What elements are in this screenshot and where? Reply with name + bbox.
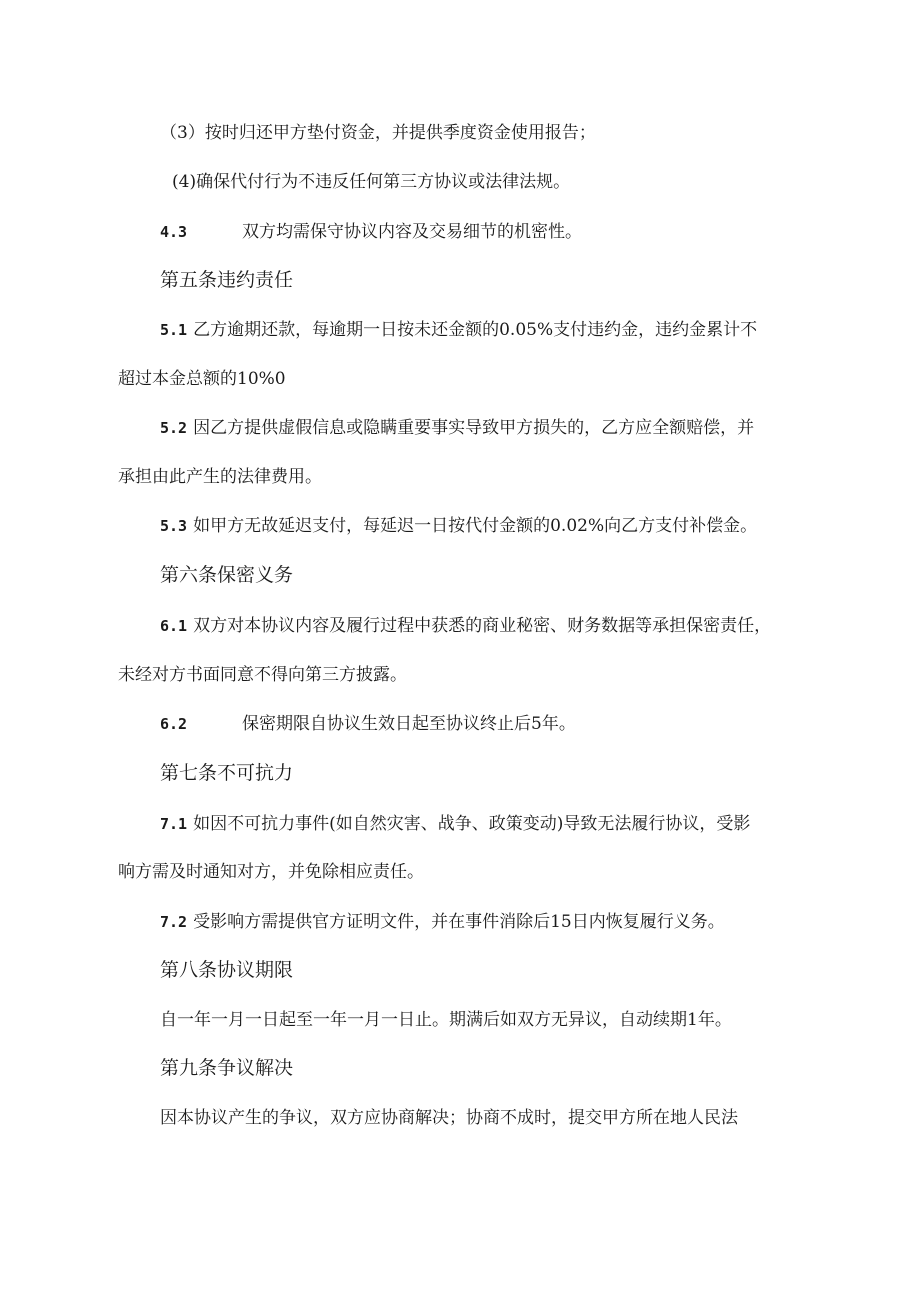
clause-5-1: 5.1 乙方逾期还款，每逾期一日按未还金额的0.05%支付违约金，违约金累计不 (160, 320, 758, 340)
clause-4-3: 4.3 双方均需保守协议内容及交易细节的机密性。 (160, 222, 582, 242)
article-7-heading: 第七条不可抗力 (160, 762, 294, 784)
clause-4-2-item-4: (4)确保代付行为不违反任何第三方协议或法律法规。 (172, 172, 571, 192)
clause-7-1: 7.1 如因不可抗力事件(如自然灾害、战争、政策变动)导致无法履行协议，受影 (160, 814, 751, 834)
clause-5-2-continued: 承担由此产生的法律费用。 (118, 467, 322, 487)
clause-5-1-continued: 超过本金总额的10%0 (118, 369, 286, 389)
clause-6-1-continued: 未经对方书面同意不得向第三方披露。 (118, 665, 407, 685)
clause-number: 5.1 (160, 321, 188, 339)
clause-7-2: 7.2 受影响方需提供官方证明文件，并在事件消除后15日内恢复履行义务。 (160, 912, 725, 932)
article-9-body: 因本协议产生的争议，双方应协商解决；协商不成时，提交甲方所在地人民法 (160, 1108, 738, 1128)
clause-number: 4.3 (160, 223, 188, 241)
article-9-heading: 第九条争议解决 (160, 1057, 294, 1079)
article-8-body: 自一年一月一日起至一年一月一日止。期满后如双方无异议，自动续期1年。 (160, 1010, 732, 1030)
clause-5-2: 5.2 因乙方提供虚假信息或隐瞒重要事实导致甲方损失的，乙方应全额赔偿，并 (160, 418, 755, 438)
clause-number: 7.1 (160, 815, 188, 833)
clause-number: 6.2 (160, 715, 188, 733)
clause-number: 6.1 (160, 617, 188, 635)
clause-number: 7.2 (160, 913, 188, 931)
clause-4-2-item-3: （3）按时归还甲方垫付资金，并提供季度资金使用报告； (160, 123, 596, 143)
clause-6-2: 6.2 保密期限自协议生效日起至协议终止后5年。 (160, 714, 576, 734)
article-8-heading: 第八条协议期限 (160, 959, 294, 981)
clause-number: 5.2 (160, 419, 188, 437)
clause-number: 5.3 (160, 517, 188, 535)
clause-6-1: 6.1 双方对本协议内容及履行过程中获悉的商业秘密、财务数据等承担保密责任， (160, 616, 772, 636)
clause-7-1-continued: 响方需及时通知对方，并免除相应责任。 (118, 862, 424, 882)
article-6-heading: 第六条保密义务 (160, 564, 294, 586)
article-5-heading: 第五条违约责任 (160, 269, 294, 291)
clause-5-3: 5.3 如甲方无故延迟支付，每延迟一日按代付金额的0.02%向乙方支付补偿金。 (160, 516, 758, 536)
